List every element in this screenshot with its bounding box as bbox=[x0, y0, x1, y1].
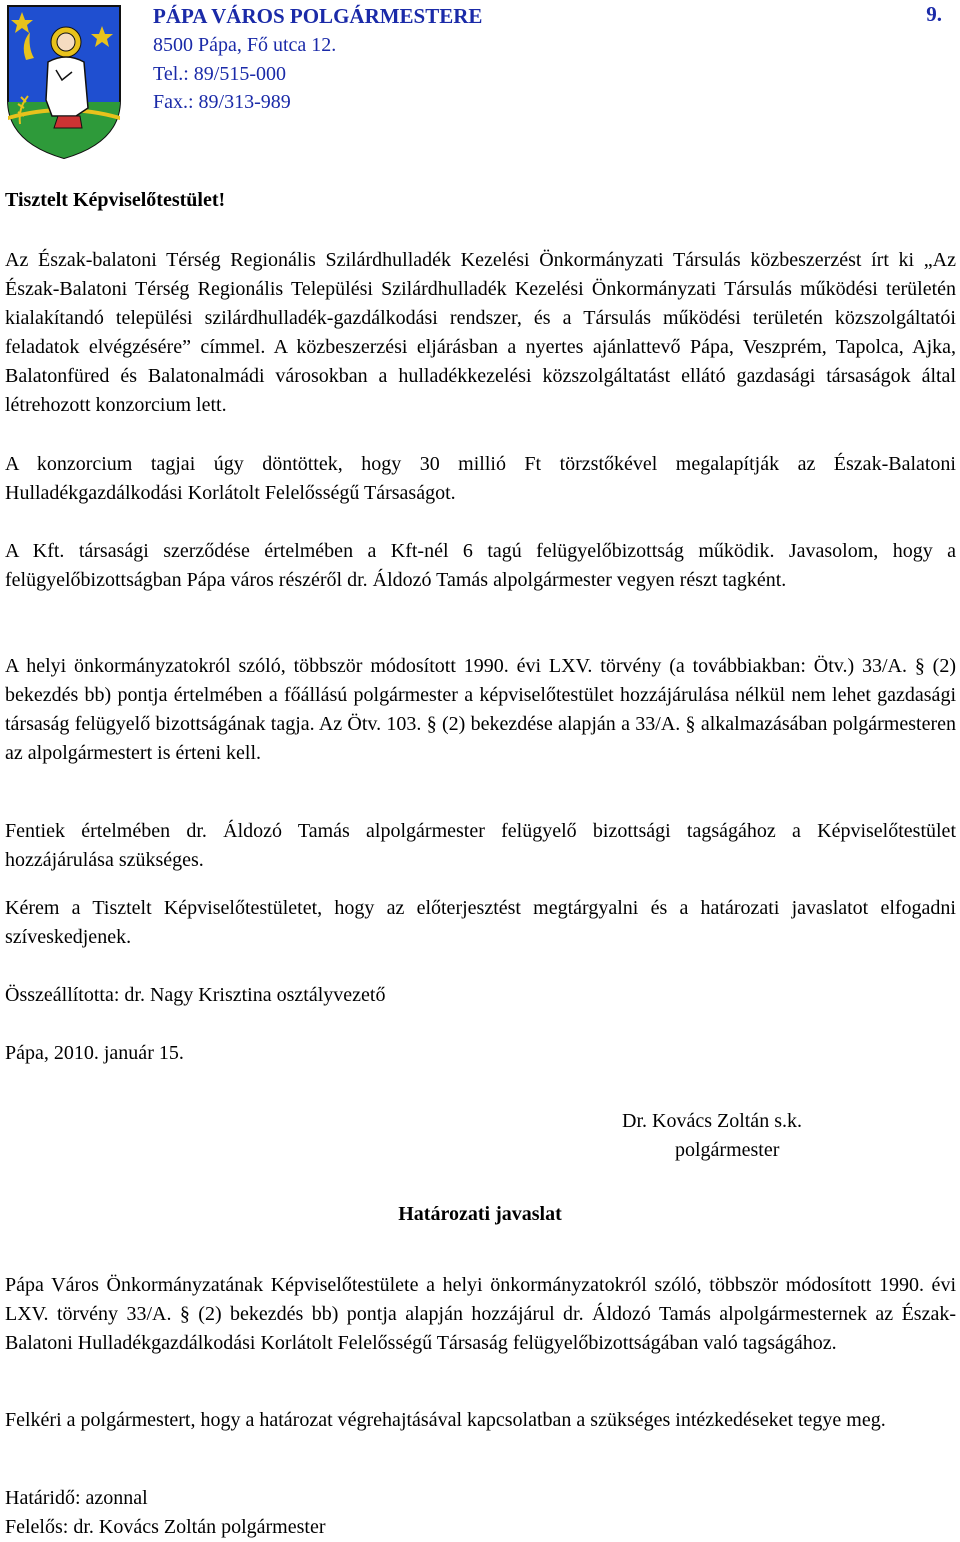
letter-paragraph-5: Fentiek értelmében dr. Áldozó Tamás alpolgármester felügyelő bizottsági tagságához a Képviselőtestület hozzájárulása szükséges. bbox=[5, 820, 956, 871]
office-phone: Tel.: 89/515-000 bbox=[153, 63, 287, 85]
responsible-person: Felelős: dr. Kovács Zoltán polgármester bbox=[5, 1516, 326, 1538]
page-number: 9. bbox=[926, 2, 942, 26]
office-fax: Fax.: 89/313-989 bbox=[153, 91, 291, 113]
deadline: Határidő: azonnal bbox=[5, 1487, 148, 1509]
decision-paragraph-2: Felkéri a polgármestert, hogy a határozat végrehajtásával kapcsolatban a szükséges intézkedéseket tegye meg. bbox=[5, 1409, 886, 1431]
compiled-by: Összeállította: dr. Nagy Krisztina osztályvezető bbox=[5, 984, 386, 1006]
letter-paragraph-2: A konzorcium tagjai úgy döntöttek, hogy 30 millió Ft törzstőkével megalapítják az Észak-Balatoni Hulladékgazdálkodási Korlátolt Felelősségű Társaságot. bbox=[5, 453, 956, 504]
decision-paragraph-1: Pápa Város Önkormányzatának Képviselőtestülete a helyi önkormányzatokról szóló, többször módosított 1990. évi LXV. törvény 33/A. § (2) bekezdés bb) pontja alapján hozzájárul dr. Áldozó Tamás alpolgármesternek az Észak-Balatoni Hulladékgazdálkodási Korlátolt Felelősségű Társaság felügyelőbizottságában való tagságához. bbox=[5, 1274, 956, 1354]
office-address: 8500 Pápa, Fő utca 12. bbox=[153, 34, 337, 56]
signer-title: polgármester bbox=[675, 1139, 780, 1161]
decision-title: Határozati javaslat bbox=[398, 1203, 562, 1225]
city-coat-of-arms-icon bbox=[6, 4, 122, 160]
place-and-date: Pápa, 2010. január 15. bbox=[5, 1042, 184, 1064]
letter-paragraph-6: Kérem a Tisztelt Képviselőtestületet, hogy az előterjesztést megtárgyalni és a határozati javaslatot elfogadni szíveskedjenek. bbox=[5, 897, 956, 948]
letter-paragraph-1: Az Észak-balatoni Térség Regionális Szilárdhulladék Kezelési Önkormányzati Társulás közbeszerzést írt ki „Az Észak-Balatoni Térség Regionális Települési Szilárdhulladék Kezelési Önkormányzati Társulás működési területén kialakítandó települési szilárdhulladék-gazdálkodási rendszer, és a Társulás működési területén közszolgáltatói feladatok elvégzésére” címmel. A közbeszerzési eljárásban a nyertes ajánlattevő Pápa, Veszprém, Tapolca, Ajka, Balatonfüred és Balatonalmádi városokban a hulladékkezelési közszolgáltatást ellátó gazdasági társaságok által létrehozott konzorcium lett. bbox=[5, 249, 956, 416]
letter-paragraph-3: A Kft. társasági szerződése értelmében a Kft-nél 6 tagú felügyelőbizottság működik. Javasolom, hogy a felügyelőbizottságban Pápa város részéről dr. Áldozó Tamás alpolgármester vegyen részt tagként. bbox=[5, 540, 956, 591]
office-title: PÁPA VÁROS POLGÁRMESTERE bbox=[153, 4, 483, 28]
salutation: Tisztelt Képviselőtestület! bbox=[5, 189, 226, 211]
signer-name: Dr. Kovács Zoltán s.k. bbox=[622, 1110, 802, 1132]
letter-paragraph-4: A helyi önkormányzatokról szóló, többször módosított 1990. évi LXV. törvény (a továbbiakban: Ötv.) 33/A. § (2) bekezdés bb) pontja értelmében a főállású polgármester a képviselőtestület hozzájárulása nélkül nem lehet gazdasági társaság felügyelő bizottságának tagja. Az Ötv. 103. § (2) bekezdése alapján a 33/A. § alkalmazásában polgármesteren az alpolgármestert is érteni kell. bbox=[5, 655, 956, 764]
